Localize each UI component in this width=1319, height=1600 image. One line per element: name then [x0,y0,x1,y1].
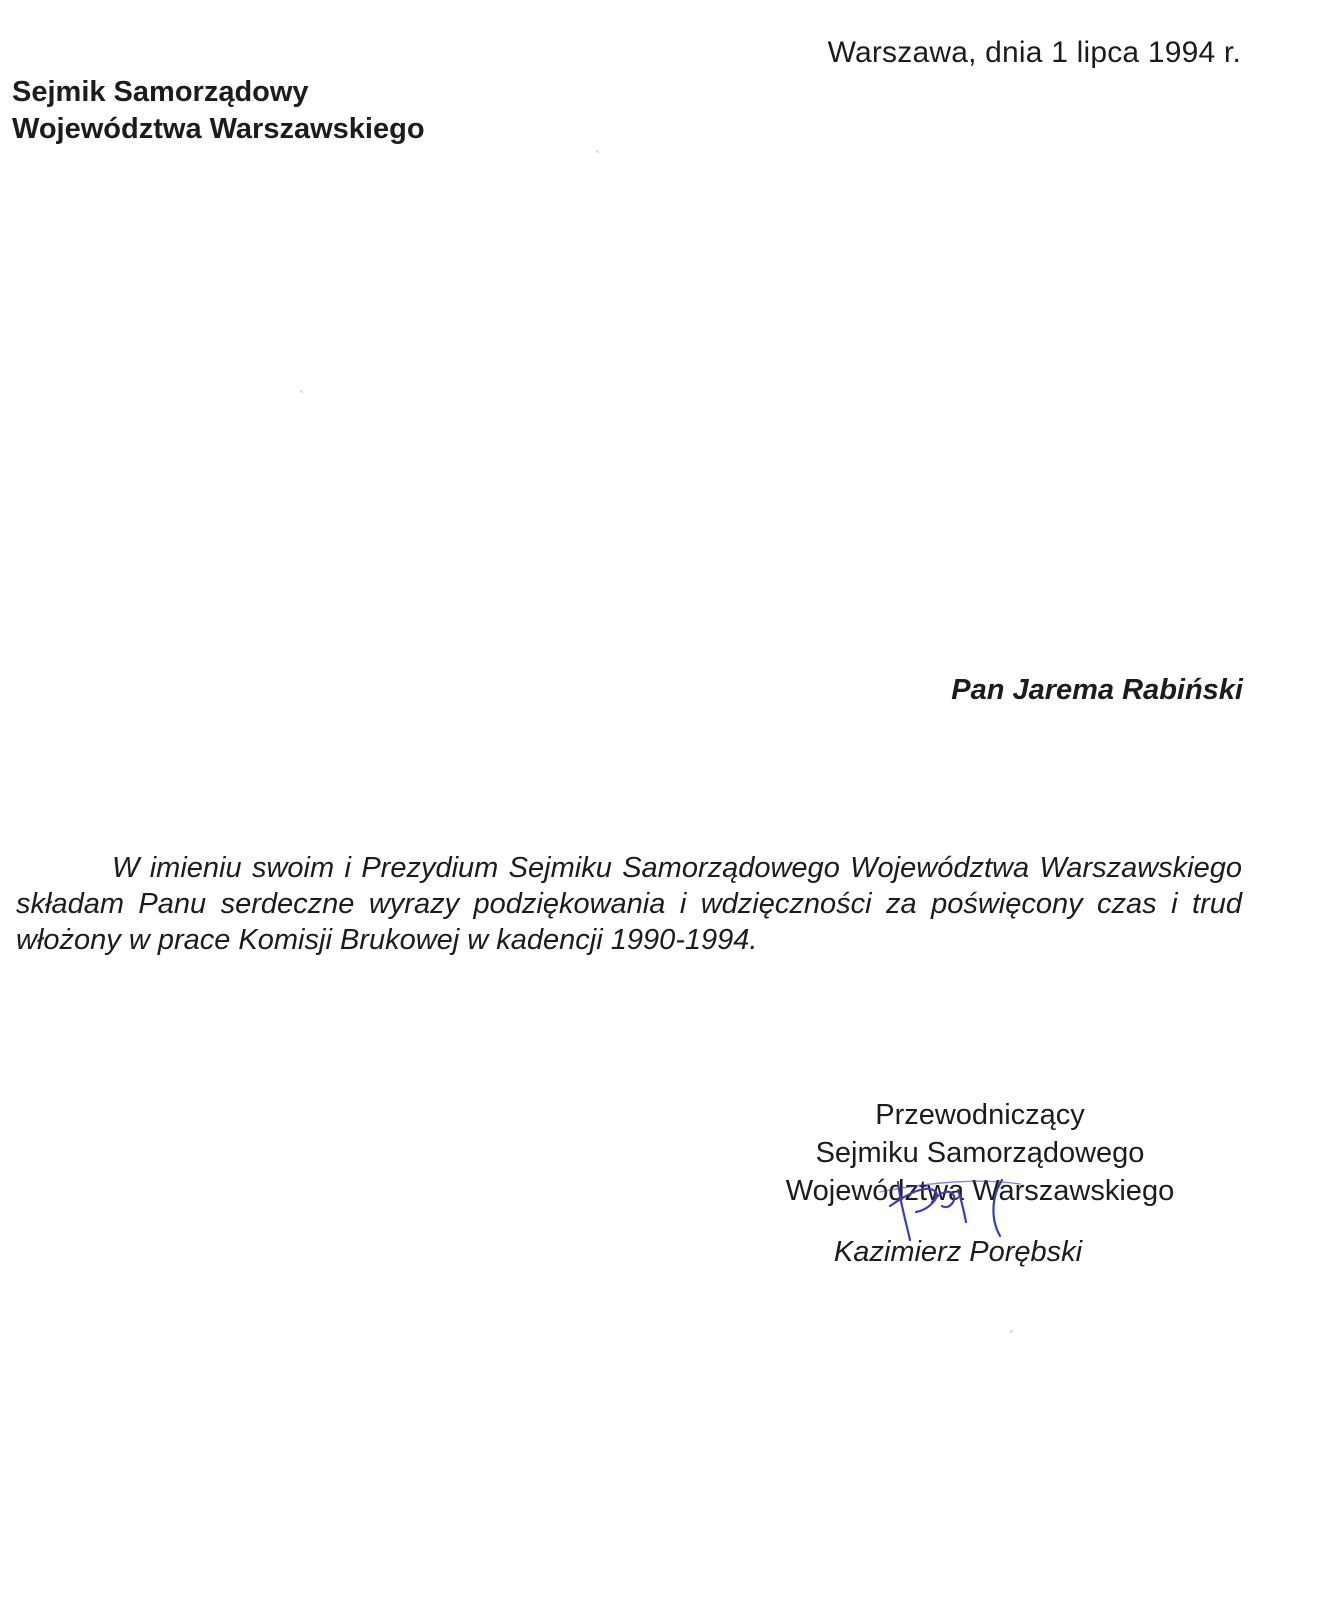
scan-speck [1010,1330,1013,1333]
letter-body: W imieniu swoim i Prezydium Sejmiku Samorządowego Województwa Warszawskiego składam Panu serdeczne wyrazy podziękowania i wdzięczności za poświęcony czas i trud włożony w prace Komisji Brukowej w kadencji 1990-1994. [16,852,1242,956]
closing-line-2: Sejmiku Samorządowego [815,1137,1145,1169]
sender-line-1: Sejmik Samorządowy [12,76,309,108]
scan-speck [596,150,599,153]
closing-line-1: Przewodniczący [875,1099,1085,1131]
recipient-name: Pan Jarema Rabiński [951,674,1243,706]
sender-line-2: Województwa Warszawskiego [12,113,425,145]
closing-line-3: Województwa Warszawskiego [785,1175,1175,1207]
scan-speck [300,390,303,393]
sender-block [12,74,425,148]
date-line: Warszawa, dnia 1 lipca 1994 r. [827,36,1241,69]
signer-name: Kazimierz Porębski [833,1236,1083,1268]
